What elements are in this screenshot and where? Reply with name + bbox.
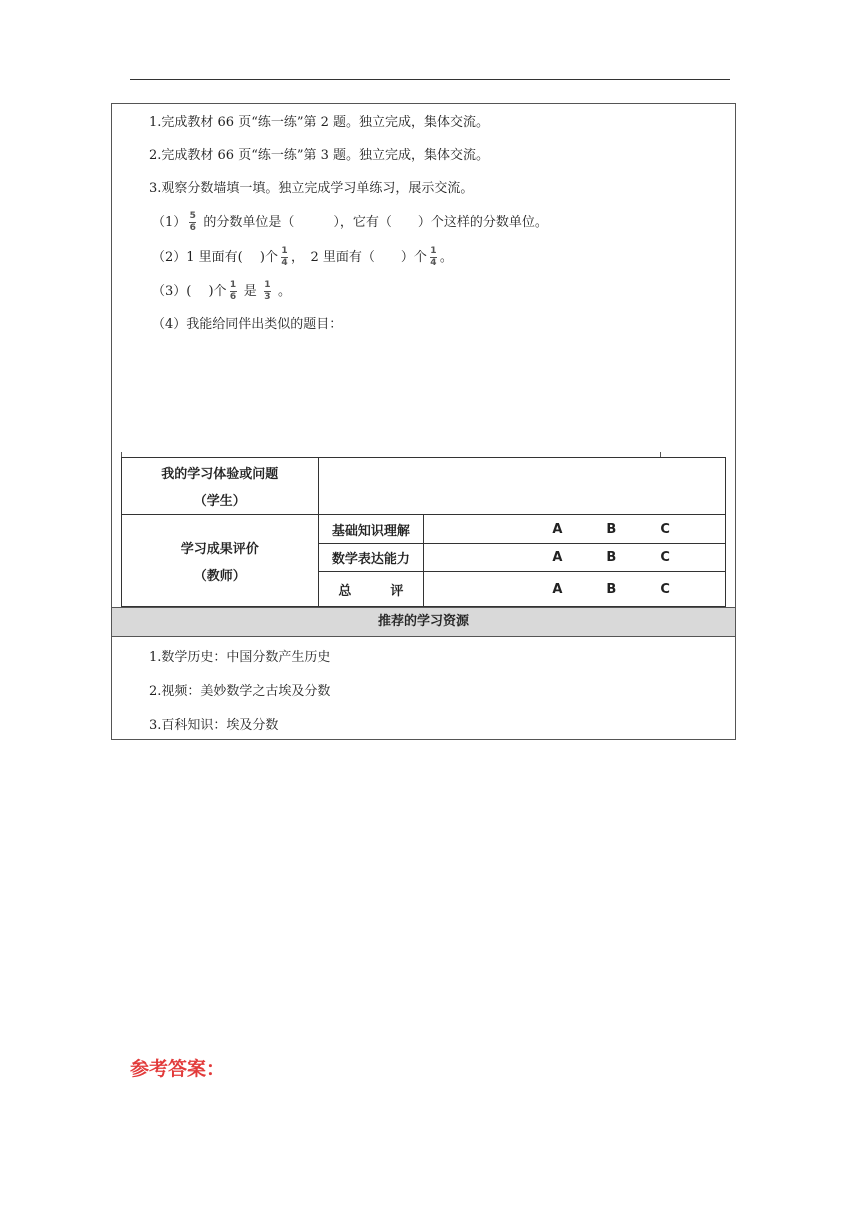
question-4: （4）我能给同伴出类似的题目： bbox=[152, 317, 343, 332]
criterion-overall: 总 评 bbox=[318, 572, 424, 607]
q1-prefix: （1） bbox=[152, 215, 187, 230]
q2-middle: ， 2 里面有（ ）个 bbox=[290, 250, 427, 265]
worksheet-frame bbox=[111, 103, 736, 740]
grade-option-a[interactable]: A bbox=[552, 550, 563, 565]
grade-option-c[interactable]: C bbox=[660, 521, 670, 537]
q3-suffix: 。 bbox=[278, 284, 292, 299]
q2-prefix: （2）1 里面有( )个 bbox=[152, 250, 278, 265]
result-label: 学习成果评价 （教师） bbox=[122, 515, 319, 607]
grade-row-overall bbox=[424, 572, 726, 607]
grade-row-basic bbox=[424, 515, 726, 544]
evaluation-table bbox=[121, 457, 726, 607]
question-3 bbox=[152, 281, 291, 302]
experience-label: 我的学习体验或问题 （学生） bbox=[122, 458, 319, 515]
fraction-one-third: $\frac{1}{3}$ bbox=[264, 280, 271, 302]
resource-item: 3.百科知识：埃及分数 bbox=[149, 718, 279, 733]
answer-heading: 参考答案： bbox=[130, 1058, 226, 1080]
criterion-basic-knowledge: 基础知识理解 bbox=[318, 515, 424, 544]
q2-suffix: 。 bbox=[439, 250, 453, 265]
grade-option-a[interactable]: A bbox=[552, 521, 563, 537]
task-2: 2.完成教材 66 页“练一练”第 3 题。独立完成，集体交流。 bbox=[149, 148, 490, 163]
question-1 bbox=[152, 212, 548, 233]
question-2 bbox=[152, 247, 453, 268]
resource-item: 2.视频：美妙数学之古埃及分数 bbox=[149, 684, 331, 699]
fraction-five-sixths: $\frac{5}{6}$ bbox=[189, 211, 196, 233]
grade-option-b[interactable]: B bbox=[606, 550, 617, 565]
q3-prefix: （3）( )个 bbox=[152, 284, 227, 299]
resource-item: 1.数学历史：中国分数产生历史 bbox=[149, 650, 331, 665]
task-1: 1.完成教材 66 页“练一练”第 2 题。独立完成，集体交流。 bbox=[149, 115, 490, 130]
grade-option-c[interactable]: C bbox=[660, 550, 670, 565]
grade-option-a[interactable]: A bbox=[552, 581, 563, 597]
task-3: 3.观察分数墙填一填。独立完成学习单练习，展示交流。 bbox=[149, 181, 474, 196]
experience-input-area[interactable] bbox=[318, 458, 726, 515]
grade-option-b[interactable]: B bbox=[606, 581, 617, 597]
fraction-one-sixth: $\frac{1}{6}$ bbox=[229, 280, 237, 302]
criterion-expression: 数学表达能力 bbox=[318, 544, 424, 572]
grade-row-expression bbox=[424, 544, 726, 572]
grade-option-b[interactable]: B bbox=[606, 521, 617, 537]
fraction-one-quarter-b: $\frac{1}{4}$ bbox=[430, 246, 437, 268]
q1-text: 的分数单位是（ ），它有（ ）个这样的分数单位。 bbox=[203, 215, 548, 230]
header-rule bbox=[130, 79, 730, 80]
grade-option-c[interactable]: C bbox=[660, 581, 670, 597]
resources-title: 推荐的学习资源 bbox=[112, 607, 735, 637]
q3-middle: 是 bbox=[243, 284, 257, 299]
fraction-one-quarter-a: $\frac{1}{4}$ bbox=[281, 246, 288, 268]
